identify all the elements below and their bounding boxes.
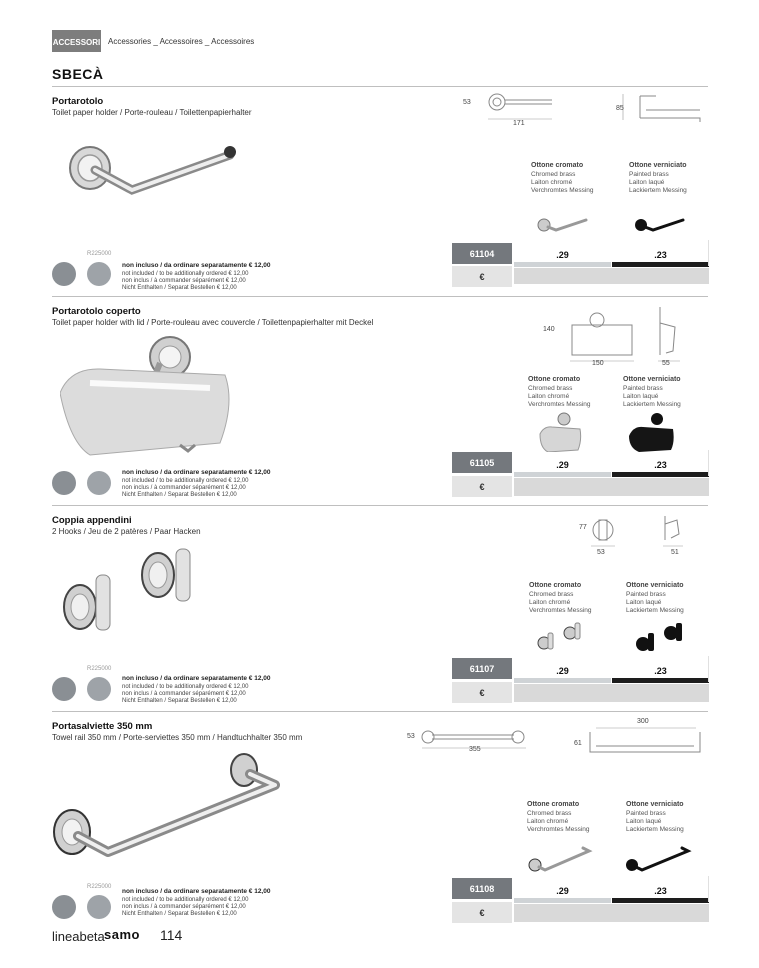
finish-painted-title: Ottone verniciato [623,376,681,383]
covered-holder-image [60,333,240,458]
painted-thumbnail [624,843,694,873]
product-title: Portarotolo [52,96,104,107]
painted-bar [612,678,709,683]
ref-code: R225000 [87,251,112,257]
dimension-label: 51 [671,549,679,556]
product-title: Coppia appendini [52,515,132,526]
painted-bar [612,472,709,477]
price-empty-row [514,268,709,284]
finish-painted-line: Lackiertem Messing [629,187,687,194]
note-line: non inclus / à commander séparément € 12,00 [122,278,246,284]
chrome-bar [514,472,611,477]
finish-painted-title: Ottone verniciato [626,801,684,808]
finish-chrome-title: Ottone cromato [528,376,581,383]
note-bold: non incluso / da ordinare separatamente € 12,00 [122,888,271,895]
price-painted: .23 [654,250,667,260]
finish-painted-line: Lackiertem Messing [626,826,684,833]
dimension-label: 171 [513,120,525,127]
finish-chrome-line: Chromed brass [531,171,576,178]
note-line: not included / to be additionally ordered € 12,00 [122,684,249,690]
finish-painted-line: Lackiertem Messing [626,607,684,614]
chrome-thumbnail [536,214,592,234]
accessory-icon [87,262,111,286]
dimension-label: 85 [616,105,624,112]
finish-painted-line: Laiton laqué [629,179,665,186]
finish-chrome-line: Chromed brass [528,385,573,392]
currency-label: € [452,682,512,703]
note-line: Nicht Enthalten / Separat Bestellen € 12,00 [122,285,237,291]
dimension-label: 53 [407,733,415,740]
finish-painted-line: Laiton laqué [626,599,662,606]
holder-technical-drawing [460,92,710,132]
finish-chrome-line: Verchromtes Messing [528,401,591,408]
product-subtitle: Towel rail 350 mm / Porte-serviettes 350 mm / Handtuchhalter 350 mm [52,733,303,742]
finish-painted-line: Laiton laqué [626,818,662,825]
price-painted: .23 [654,460,667,470]
table-edge [708,876,709,902]
dimension-label: 77 [579,524,587,531]
toilet-paper-holder-image [60,135,245,200]
finish-chrome-line: Verchromtes Messing [527,826,590,833]
painted-thumbnail [627,410,679,452]
product-subtitle: Toilet paper holder / Porte-rouleau / Toilettenpapierhalter [52,108,252,117]
accessory-icon [87,895,111,919]
chrome-thumbnail [527,843,595,873]
note-bold: non incluso / da ordinare separatamente € 12,00 [122,262,271,269]
painted-bar [612,262,709,267]
note-line: non inclus / à commander séparément € 12,00 [122,485,246,491]
product-subtitle: 2 Hooks / Jeu de 2 patères / Paar Hacken [52,527,201,536]
note-line: Nicht Enthalten / Separat Bestellen € 12,00 [122,911,237,917]
accessory-icon [52,471,76,495]
finish-painted-line: Lackiertem Messing [623,401,681,408]
accessory-icon [87,677,111,701]
ref-code: R225000 [87,666,112,672]
table-edge [708,240,709,266]
divider [52,505,708,506]
currency-label: € [452,476,512,497]
chrome-bar [514,678,611,683]
price-empty-row [514,904,709,922]
finish-painted-title: Ottone verniciato [629,162,687,169]
painted-thumbnail [634,621,688,655]
towel-rail-image [50,750,290,860]
dimension-label: 300 [637,718,649,725]
dimension-label: 53 [597,549,605,556]
price-painted: .23 [654,666,667,676]
page-number: 114 [160,927,183,943]
chrome-bar [514,262,611,267]
note-bold: non incluso / da ordinare separatamente € 12,00 [122,469,271,476]
product-code: 61108 [452,878,512,899]
price-chrome: .29 [556,250,569,260]
note-bold: non incluso / da ordinare separatamente € 12,00 [122,675,271,682]
dimension-label: 61 [574,740,582,747]
finish-chrome-line: Laiton chromé [527,818,569,825]
accessory-icon [52,895,76,919]
accessory-icon [52,677,76,701]
towel-rail-technical-drawing [400,716,710,766]
finish-chrome-line: Laiton chromé [528,393,570,400]
product-code: 61107 [452,658,512,679]
ref-code: R225000 [87,884,112,890]
finish-chrome-line: Laiton chromé [531,179,573,186]
currency-label: € [452,266,512,287]
product-title: Portarotolo coperto [52,306,141,317]
brand-logo-samo: samo [104,927,140,942]
finish-chrome-title: Ottone cromato [527,801,580,808]
finish-chrome-line: Verchromtes Messing [531,187,594,194]
product-code: 61105 [452,452,512,473]
finish-painted-line: Painted brass [626,810,666,817]
finish-chrome-line: Verchromtes Messing [529,607,592,614]
chrome-thumbnail [536,621,586,653]
note-line: not included / to be additionally ordered € 12,00 [122,897,249,903]
note-line: non inclus / à commander séparément € 12,00 [122,691,246,697]
brand-logo-lineabeta: lineabeta [52,929,105,944]
product-title: Portasalviette 350 mm [52,721,153,732]
price-chrome: .29 [556,460,569,470]
chrome-bar [514,898,611,903]
collection-title: SBECÀ [52,66,104,82]
finish-chrome-title: Ottone cromato [529,582,582,589]
accessory-icon [52,262,76,286]
painted-thumbnail [633,214,689,234]
finish-chrome-line: Chromed brass [527,810,572,817]
finish-chrome-line: Laiton chromé [529,599,571,606]
divider [52,296,708,297]
dimension-label: 140 [543,326,555,333]
note-line: non inclus / à commander séparément € 12,00 [122,904,246,910]
note-line: Nicht Enthalten / Separat Bestellen € 12,00 [122,492,237,498]
divider [52,86,708,87]
note-line: not included / to be additionally ordered € 12,00 [122,271,249,277]
divider [52,711,708,712]
dimension-label: 150 [592,360,604,367]
covered-holder-technical-drawing [540,305,710,365]
product-code: 61104 [452,243,512,264]
dimension-label: 355 [469,746,481,753]
chrome-thumbnail [538,410,584,452]
table-edge [708,656,709,682]
dimension-label: 53 [463,99,471,106]
price-empty-row [514,684,709,702]
painted-bar [612,898,709,903]
finish-painted-line: Laiton laqué [623,393,659,400]
price-empty-row [514,478,709,496]
finish-painted-line: Painted brass [623,385,663,392]
price-chrome: .29 [556,666,569,676]
finish-painted-title: Ottone verniciato [626,582,684,589]
table-edge [708,450,709,476]
finish-painted-line: Painted brass [626,591,666,598]
finish-painted-line: Painted brass [629,171,669,178]
section-tab[interactable]: ACCESSORI [52,30,101,52]
note-line: not included / to be additionally ordered € 12,00 [122,478,249,484]
currency-label: € [452,902,512,923]
accessory-icon [87,471,111,495]
product-subtitle: Toilet paper holder with lid / Porte-rouleau avec couvercle / Toilettenpapierhalter mit Deckel [52,318,374,327]
note-line: Nicht Enthalten / Separat Bestellen € 12,00 [122,698,237,704]
price-painted: .23 [654,886,667,896]
category-breadcrumb: Accessories _ Accessoires _ Accessoires [108,37,255,46]
finish-chrome-line: Chromed brass [529,591,574,598]
price-chrome: .29 [556,886,569,896]
hooks-image [58,545,208,640]
finish-chrome-title: Ottone cromato [531,162,584,169]
dimension-label: 55 [662,360,670,367]
